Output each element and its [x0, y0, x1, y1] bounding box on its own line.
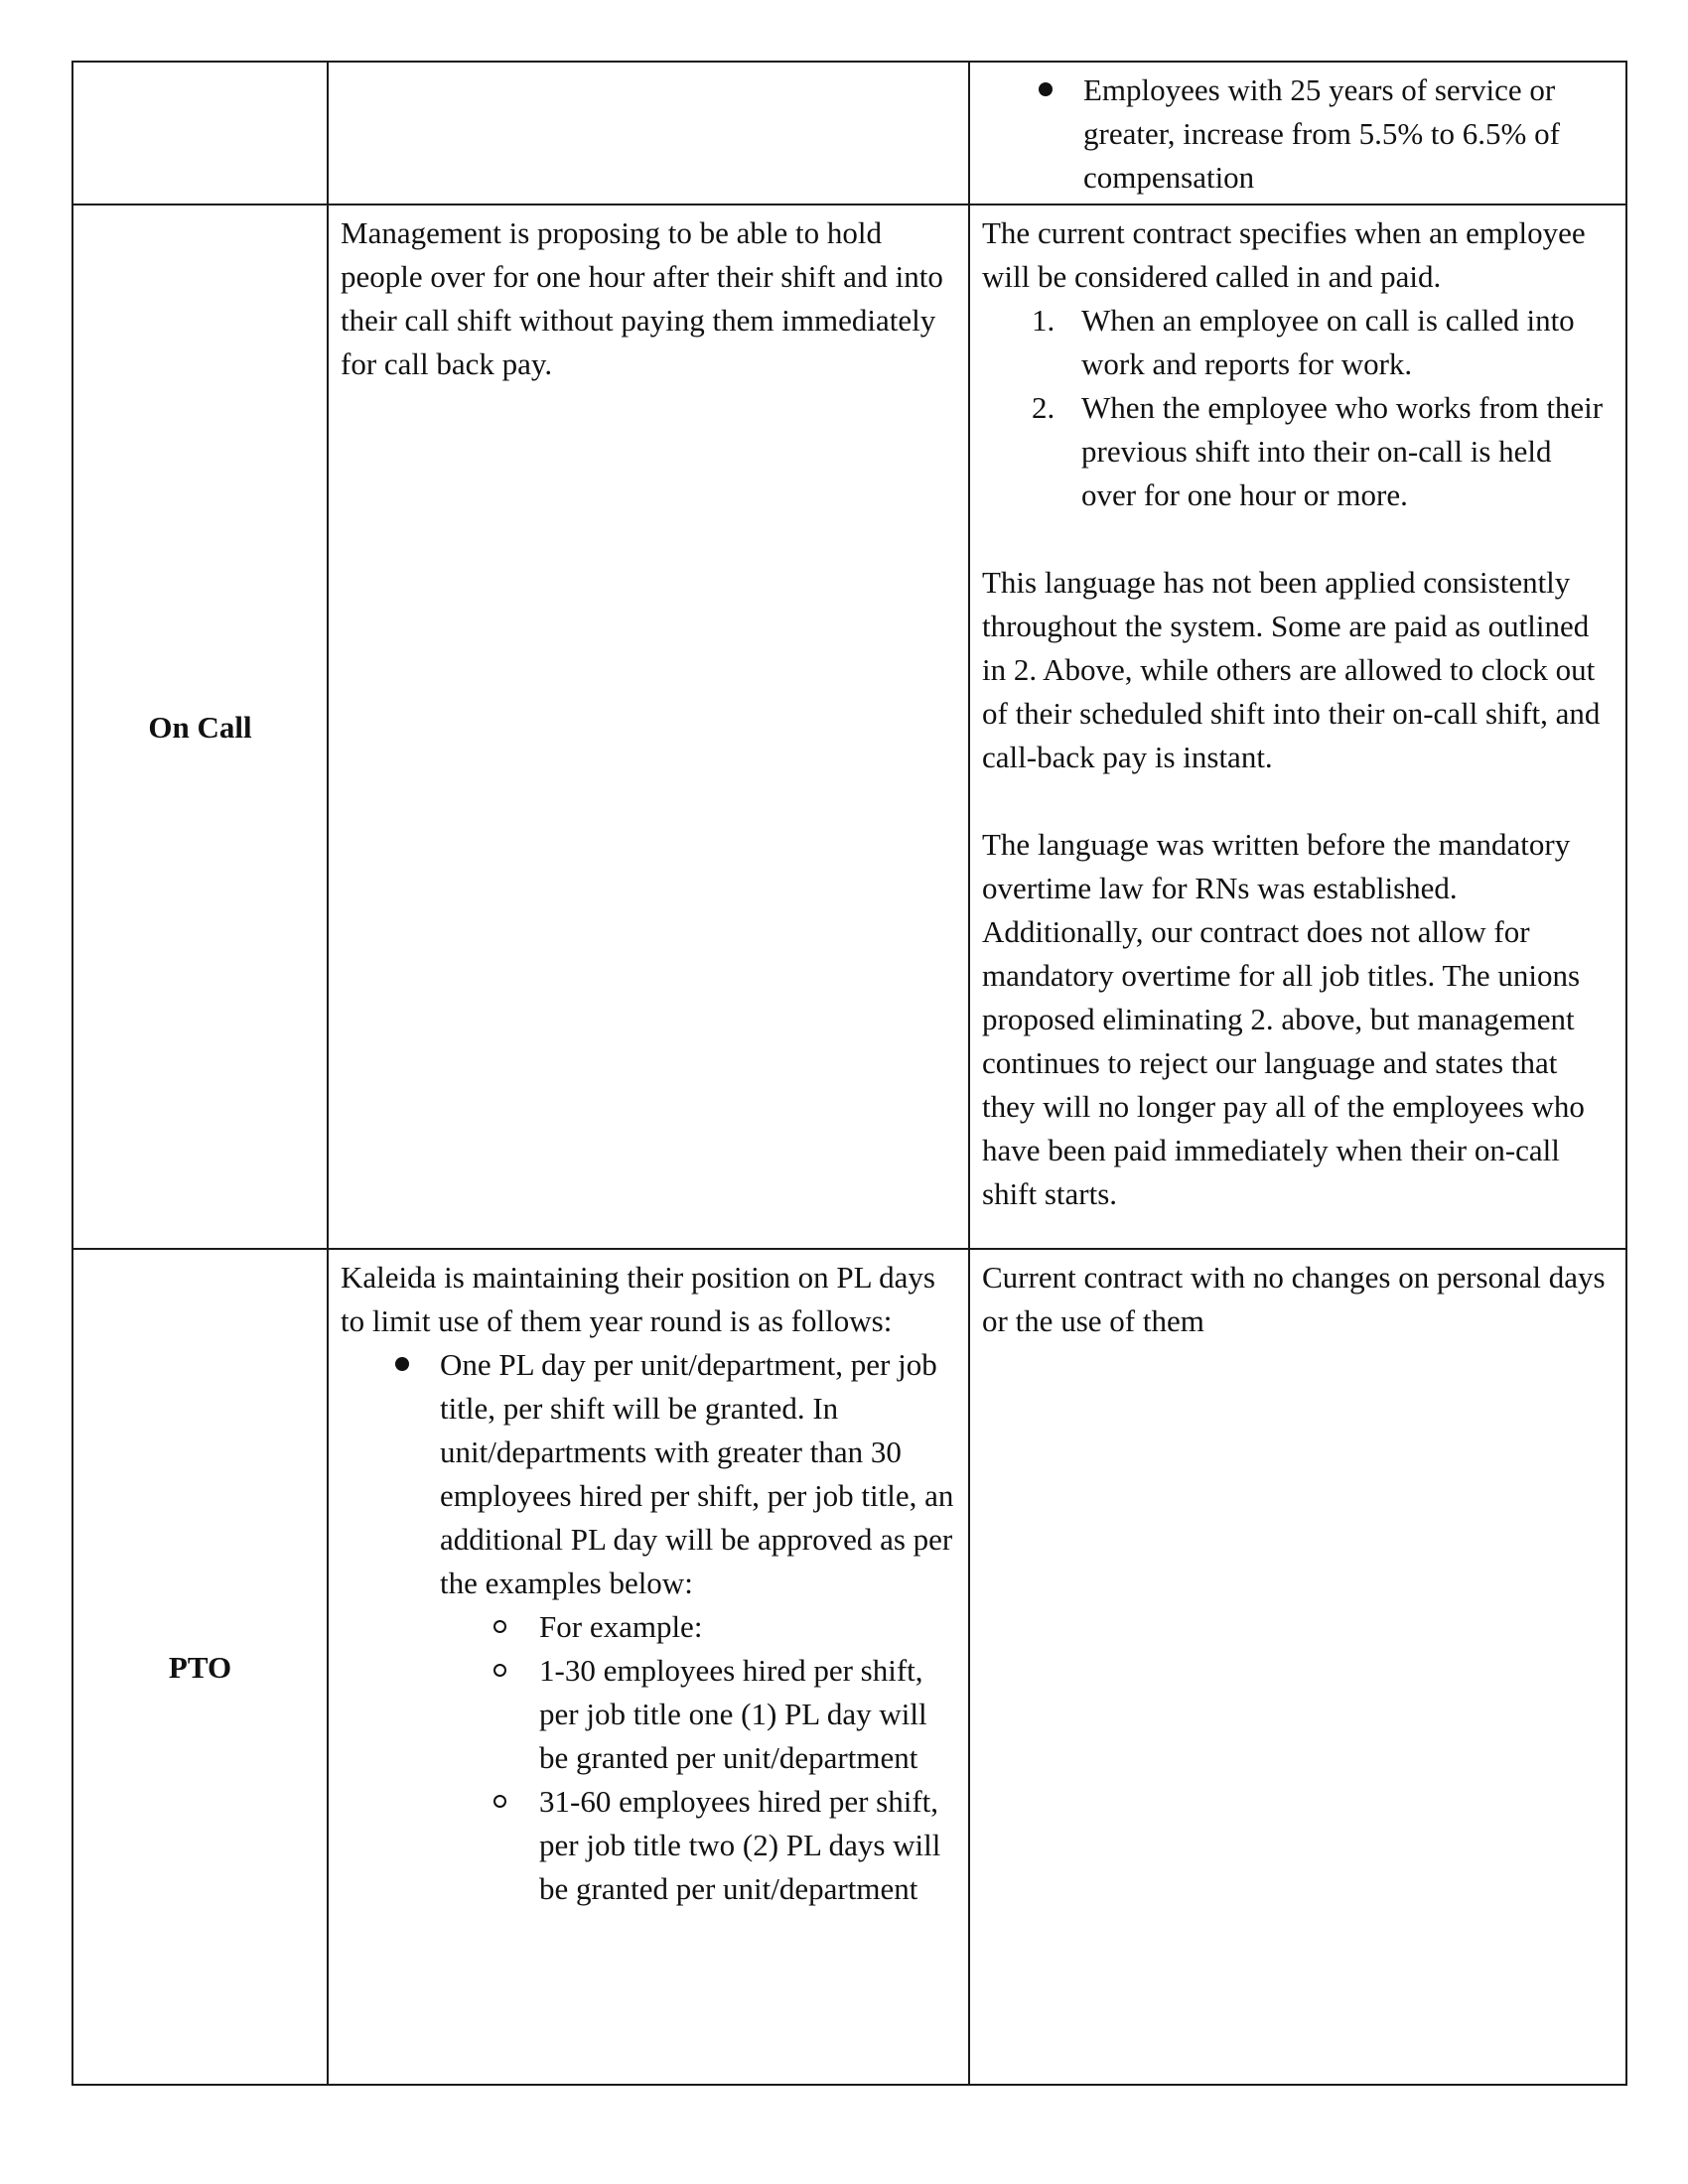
management-text: Management is proposing to be able to hold people over for one hour after their shift and into their call shift without paying them immediately for call back pay. [341, 215, 943, 381]
union-paragraph-3: The language was written before the mandatory overtime law for RNs was established. Additionally, our contract does not allow for mandatory overtime for all job titles. The unions proposed eliminating 2. above, but management continues to reject our language and states that they will no longer pay all of the employees who have been paid immediately when their on-call shift starts. [982, 827, 1585, 1211]
list-number: 1. [1032, 303, 1055, 338]
management-cell [328, 1249, 969, 2085]
sub-list [440, 1605, 956, 1911]
union-bullet-list [982, 68, 1614, 200]
union-cell [969, 205, 1626, 1249]
management-cell [328, 62, 969, 205]
table-row [72, 62, 1626, 205]
list-number: 2. [1032, 390, 1055, 425]
list-item [390, 1343, 956, 1911]
list-item [1032, 299, 1614, 386]
management-cell [328, 205, 969, 1249]
list-item: Employees with 25 years of service or greater, increase from 5.5% to 6.5% of compensation [1034, 68, 1614, 200]
numbered-list [982, 299, 1614, 517]
topic-cell-on-call: On Call [72, 205, 328, 1249]
table-row [72, 205, 1626, 1249]
union-intro: The current contract specifies when an employee will be considered called in and paid. [982, 215, 1586, 294]
union-cell [969, 1249, 1626, 2085]
union-text: Current contract with no changes on personal days or the use of them [982, 1260, 1606, 1338]
union-paragraph-2: This language has not been applied consistently throughout the system. Some are paid as outlined in 2. Above, while others are allowed to clock out of their scheduled shift into their on-call shift, and call-back pay is instant. [982, 565, 1601, 774]
list-text: When the employee who works from their previous shift into their on-call is held over for one hour or more. [1081, 390, 1604, 512]
management-bullet-list [341, 1343, 956, 1911]
management-intro: Kaleida is maintaining their position on PL days to limit use of them year round is as follows: [341, 1260, 935, 1338]
list-item [1032, 386, 1614, 517]
list-text: One PL day per unit/department, per job title, per shift will be granted. In unit/departments with greater than 30 employees hired per shift, per job title, an additional PL day will be approved as per the examples below: [440, 1347, 954, 1600]
table-row [72, 1249, 1626, 2085]
sub-list-item: 31-60 employees hired per shift, per job title two (2) PL days will be granted per unit/department [490, 1780, 956, 1911]
list-text: When an employee on call is called into work and reports for work. [1081, 303, 1575, 381]
sub-list-item: For example: [490, 1605, 956, 1649]
topic-cell-pto: PTO [72, 1249, 328, 2085]
union-cell [969, 62, 1626, 205]
topic-cell [72, 62, 328, 205]
sub-list-item: 1-30 employees hired per shift, per job title one (1) PL day will be granted per unit/department [490, 1649, 956, 1780]
bargaining-table [71, 61, 1627, 2086]
